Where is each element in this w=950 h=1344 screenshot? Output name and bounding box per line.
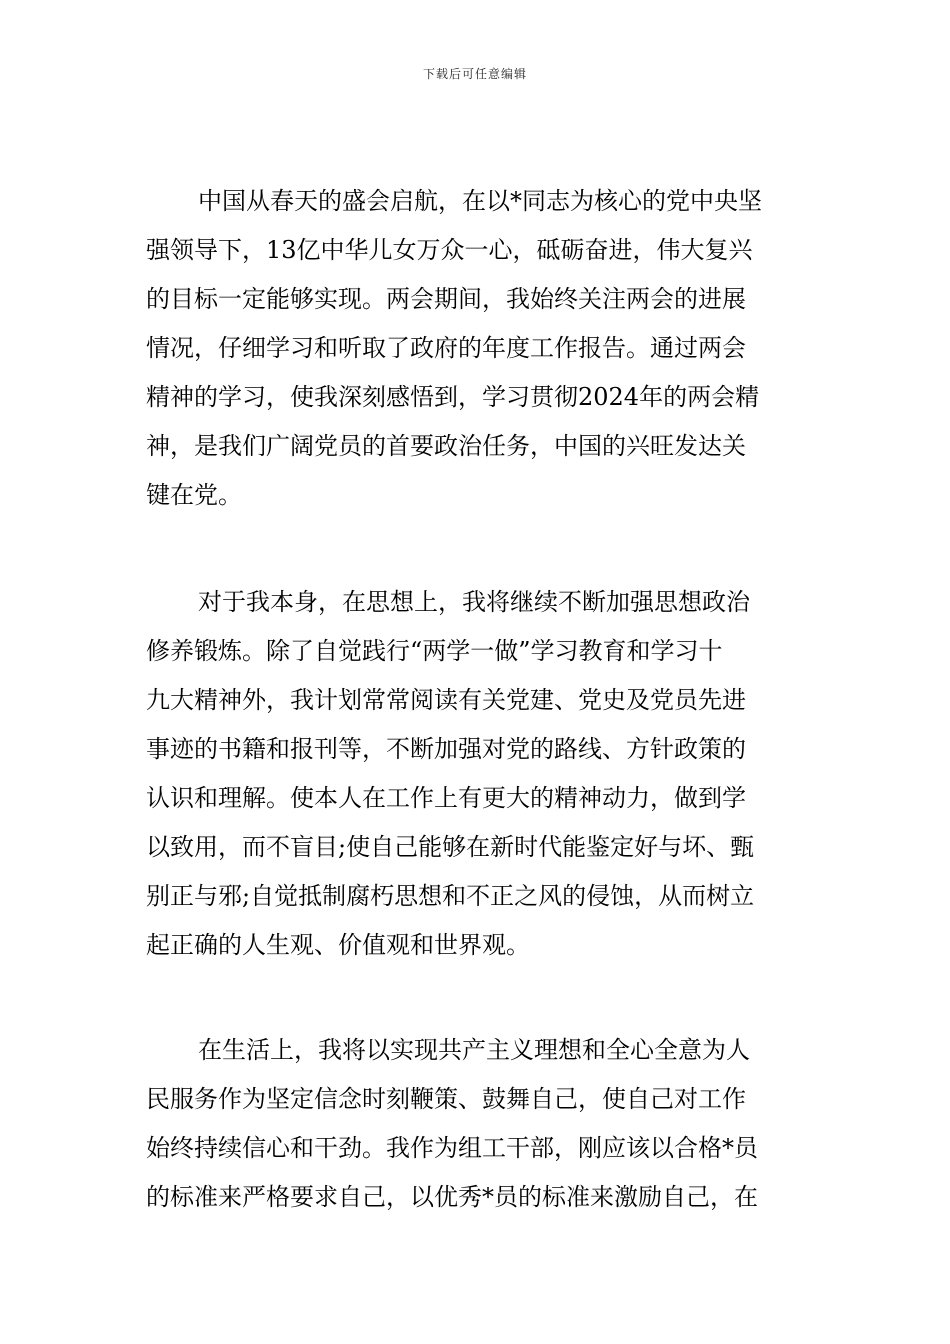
paragraph-line: 修养锻炼。除了自觉践行“两学一做”学习教育和学习十 (146, 637, 723, 665)
paragraph-line: 民服务作为坚定信念时刻鞭策、鼓舞自己，使自己对工作 (146, 1085, 746, 1113)
paragraph-3 (146, 1026, 810, 1222)
paragraph-line: 起正确的人生观、价值观和世界观。 (146, 931, 530, 959)
paragraph-line: 中国从春天的盛会启航，在以*同志为核心的党中央坚 (198, 187, 762, 215)
paragraph-line: 神，是我们广阔党员的首要政治任务，中国的兴旺发达关 (146, 432, 746, 460)
paragraph-line: 事迹的书籍和报刊等，不断加强对党的路线、方针政策的 (146, 735, 746, 763)
paragraph-line: 九大精神外，我计划常常阅读有关党建、党史及党员先进 (146, 686, 746, 714)
paragraph-line: 对于我本身，在思想上，我将继续不断加强思想政治 (198, 588, 750, 616)
paragraph-line: 情况，仔细学习和听取了政府的年度工作报告。通过两会 (146, 334, 746, 362)
paragraph-line: 在生活上，我将以实现共产主义理想和全心全意为人 (198, 1036, 750, 1064)
paragraph-line: 以致用，而不盲目;使自己能够在新时代能鉴定好与坏、甄 (146, 833, 755, 861)
paragraph-1 (146, 177, 810, 520)
header-note: 下载后可任意编辑 (422, 67, 527, 81)
paragraph-line: 始终持续信心和干劲。我作为组工干部，刚应该以合格*员 (146, 1134, 758, 1162)
paragraph-line: 认识和理解。使本人在工作上有更大的精神动力，做到学 (146, 784, 746, 812)
paragraph-line: 强领导下，13亿中华儿女万众一心，砥砺奋进，伟大复兴 (146, 236, 753, 264)
paragraph-line: 精神的学习，使我深刻感悟到，学习贯彻2024年的两会精 (146, 383, 760, 411)
paragraph-line: 键在党。 (146, 481, 242, 509)
paragraph-line: 的标准来严格要求自己，以优秀*员的标准来激励自己，在 (146, 1183, 758, 1211)
paragraph-line: 别正与邪;自觉抵制腐朽思想和不正之风的侵蚀，从而树立 (146, 882, 755, 910)
paragraph-line: 的目标一定能够实现。两会期间，我始终关注两会的进展 (146, 285, 746, 313)
paragraph-2 (146, 578, 810, 970)
